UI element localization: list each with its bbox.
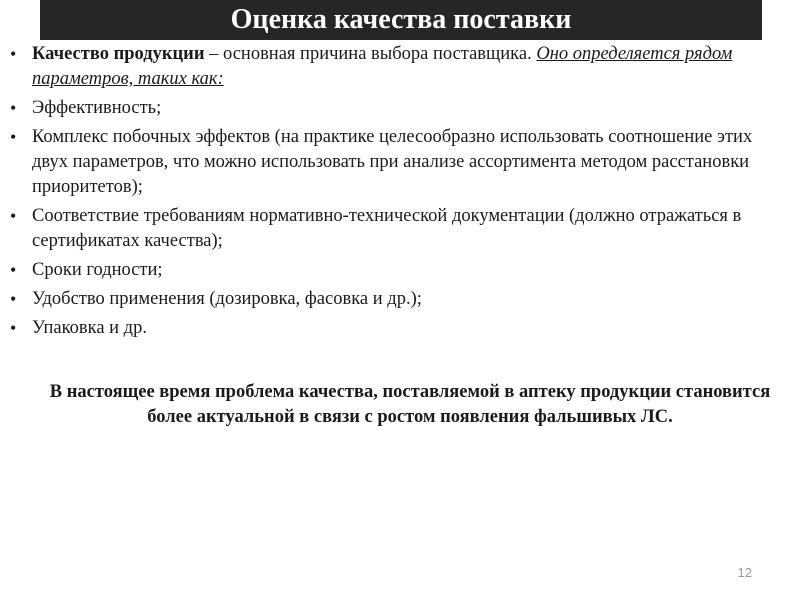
bullet-list — [10, 42, 780, 345]
list-item-text: Сроки годности; — [32, 260, 163, 280]
list-item — [10, 125, 780, 200]
quality-parameters-note: Оно определяется рядом параметров, таких как: — [32, 44, 733, 89]
bullet-dot: • — [10, 289, 17, 309]
title-bar — [40, 0, 762, 40]
list-item — [10, 42, 780, 92]
list-item-text: Эффективность; — [32, 98, 162, 118]
list-item — [10, 316, 780, 341]
list-item — [10, 258, 780, 283]
bullet-dot: • — [10, 260, 17, 280]
list-item — [10, 96, 780, 121]
quality-definition: – основная причина выбора поставщика. — [204, 44, 537, 64]
bullet-dot: • — [10, 44, 17, 64]
list-item — [10, 204, 780, 254]
quality-term: Качество продукции — [32, 44, 205, 64]
conclusion-text: В настоящее время проблема качества, поставляемой в аптеку продукции становится более актуальной в связи с ростом появления фальшивых ЛС. — [49, 382, 771, 427]
page-number: 12 — [737, 565, 752, 580]
list-item-text: Комплекс побочных эффектов (на практике целесообразно использовать соотношение этих двух параметров, что можно использовать при анализе ассортимента методом расстановки приоритетов); — [32, 127, 753, 197]
list-item-text: Удобство применения (дозировка, фасовка и др.); — [32, 289, 422, 309]
bullet-dot: • — [10, 98, 17, 118]
bullet-dot: • — [10, 206, 17, 226]
bullet-dot: • — [10, 318, 17, 338]
list-item — [10, 287, 780, 312]
bullet-dot: • — [10, 127, 17, 147]
slide-title: Оценка качества поставки — [230, 4, 572, 35]
list-item-text: Соответствие требованиям нормативно-технической документации (должно отражаться в сертификатах качества); — [32, 206, 742, 251]
list-item-text: Упаковка и др. — [32, 318, 147, 338]
